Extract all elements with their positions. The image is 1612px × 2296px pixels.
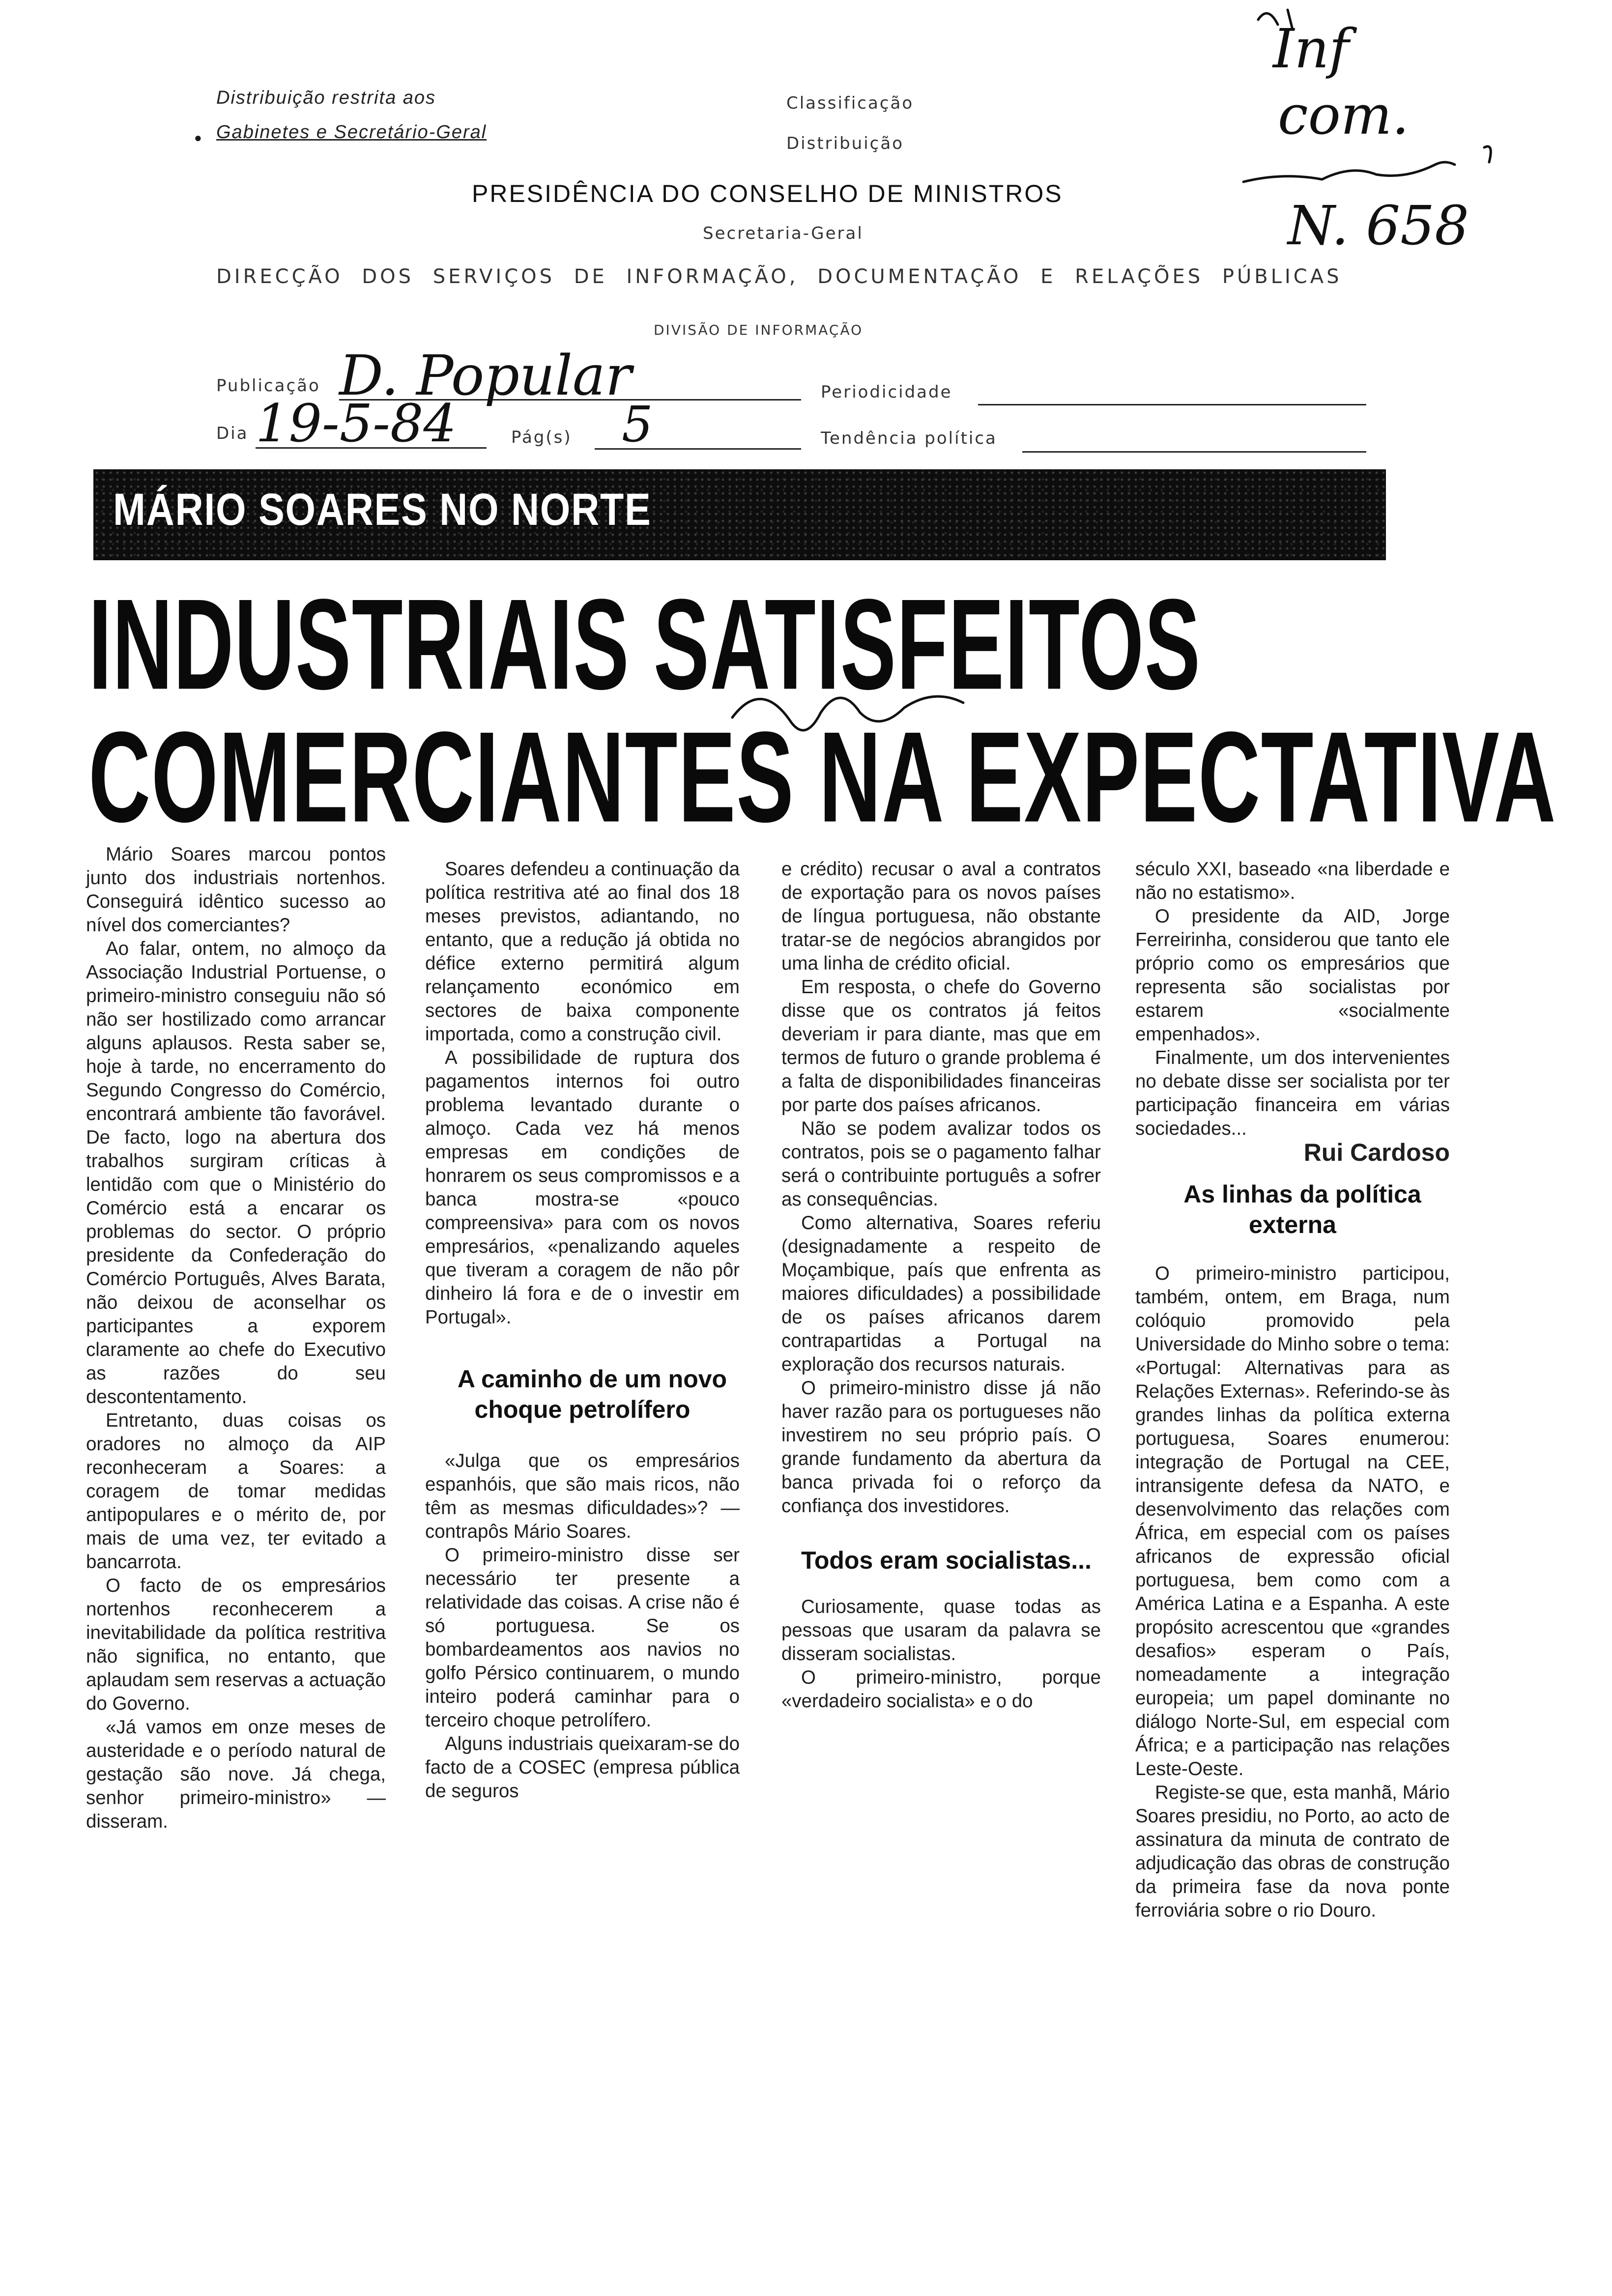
direccao-title: DIRECÇÃO DOS SERVIÇOS DE INFORMAÇÃO, DOCUMENTAÇÃO E RELAÇÕES PÚBLICAS bbox=[216, 265, 1342, 288]
dia-label: Dia bbox=[216, 424, 249, 443]
subhead-socialistas: Todos eram socialistas... bbox=[801, 1547, 1092, 1574]
col2-para-5: Alguns industriais queixaram-se do facto de a COSEC (empresa pública de seguros bbox=[425, 1733, 740, 1802]
col3-para-2: Em resposta, o chefe do Governo disse que os contratos já feitos deveriam ir para diante, mas que em termos de futuro o grande problema é a falta de disponibilidades financeiras por parte dos países africanos. bbox=[781, 976, 1101, 1116]
presidencia-title: PRESIDÊNCIA DO CONSELHO DE MINISTROS bbox=[472, 180, 1063, 207]
byline: Rui Cardoso bbox=[1303, 1139, 1450, 1166]
col1-para-5: «Já vamos em onze meses de austeridade e o período natural de gestação são nove. Já chega, senhor primeiro-ministro» — disseram. bbox=[86, 1717, 386, 1832]
col2-para-1: Soares defendeu a continuação da política restritiva até ao final dos 18 meses previstos, adiantando, no entanto, que a redução já obtida no défice externo permitirá algum relançamento económico em sectores de baixa componente importada, como a construção civil. bbox=[425, 859, 740, 1045]
handwritten-inf: Inf bbox=[1273, 17, 1350, 80]
periodicidade-label: Periodicidade bbox=[821, 382, 952, 402]
col3-para-1: e crédito) recusar o aval a contratos de exportação para os novos países de língua portuguesa, não obstante tratar-se de negócios abrangidos por uma linha de crédito oficial. bbox=[781, 859, 1101, 974]
publicacao-value: D. Popular bbox=[339, 344, 632, 408]
col4-para-5: Registe-se que, esta manhã, Mário Soares presidiu, no Porto, ao acto de assinatura da minuta de contrato de adjudicação das obras de construção da primeira fase da nova ponte ferroviária sobre o rio Douro. bbox=[1135, 1782, 1450, 1921]
kicker-text: MÁRIO SOARES NO NORTE bbox=[113, 485, 652, 535]
headline-line2: COMERCIANTES NA EXPECTATIVA bbox=[88, 705, 1556, 849]
bullet-mark: ● bbox=[194, 130, 202, 145]
dia-value: 19-5-84 bbox=[256, 393, 457, 454]
divisao-label: DIVISÃO DE INFORMAÇÃO bbox=[654, 322, 864, 338]
col1-para-2: Ao falar, ontem, no almoço da Associação Industrial Portuense, o primeiro-ministro conseguiu não só não ser hostilizado como arrancar alguns aplausos. Resta saber se, hoje à tarde, no encerramento do Segundo Congresso do Comércio, encontrará ambiente tão favorável. De facto, logo na abertura dos trabalhos surgiram críticas à lentidão com que o Ministério do Comércio está a encarar os problemas do sector. O próprio presidente da Confederação do Comércio Português, Alves Barata, não deixou de aconselhar os participantes a exporem claramente ao chefe do Executivo as razões do seu descontentamento. bbox=[86, 938, 386, 1407]
column-3 bbox=[781, 858, 1101, 1713]
tendencia-line bbox=[1022, 451, 1366, 453]
col3-para-5: O primeiro-ministro disse já não haver razão para os portugueses não investirem no seu próprio país. O grande fundamento da abertura da banca privada foi o reforço da confiança dos investidores. bbox=[781, 1378, 1101, 1517]
pags-label: Pág(s) bbox=[511, 428, 572, 447]
col2-para-2: A possibilidade de ruptura dos pagamentos internos foi outro problema levantado durante o almoço. Cada vez há menos empresas em condições de honrarem os seus compromissos e a banca mostra-se «pouco compreensiva» para com os novos empresários, «penalizando aqueles que tiveram a coragem de não pôr dinheiro lá fora e de o investir em Portugal». bbox=[425, 1047, 740, 1328]
subhead-politica-externa: As linhas da política externa bbox=[1183, 1180, 1421, 1238]
column-2 bbox=[425, 858, 740, 1803]
periodicidade-line bbox=[978, 404, 1366, 405]
classificacao-label: Classificação bbox=[786, 93, 914, 113]
pags-value: 5 bbox=[622, 396, 653, 453]
col3-para-7: O primeiro-ministro, porque «verdadeiro socialista» e o do bbox=[781, 1667, 1101, 1712]
tendencia-label: Tendência política bbox=[821, 429, 997, 448]
col1-para-1: Mário Soares marcou pontos junto dos industriais nortenhos. Conseguirá idêntico sucesso ao nível dos comerciantes? bbox=[86, 844, 386, 936]
subhead-choque-petrolifero: A caminho de um novo choque petrolífero bbox=[457, 1365, 727, 1423]
col1-para-4: O facto de os empresários nortenhos reconhecerem a inevitabilidade da política restritiva não significa, no entanto, que aplaudam sem reservas a actuação do Governo. bbox=[86, 1575, 386, 1714]
col4-para-3: Finalmente, um dos intervenientes no debate disse ser socialista por ter participação financeira em várias sociedades... bbox=[1135, 1047, 1450, 1139]
secretaria-label: Secretaria-Geral bbox=[703, 224, 864, 243]
column-1 bbox=[86, 843, 386, 1834]
col4-para-4: O primeiro-ministro participou, também, ontem, em Braga, num colóquio promovido pela Universidade do Minho sobre o tema: «Portugal: Alternativas para as Relações Externas». Referindo-se às grandes linhas da política externa portuguesa, Soares enumerou: integração de Portugal na CEE, intransigente defesa da NATO, e desenvolvimento das relações com África, em especial com os países africanos de expressão oficial portuguesa, bem como com a América Latina e a Espanha. A este propósito acrescentou que «grandes desafios» esperam o País, nomeadamente a integração europeia; um papel dominante no diálogo Norte-Sul, em especial com África; e a participação nas relações Leste-Oeste. bbox=[1135, 1263, 1450, 1779]
headline-scribble bbox=[727, 673, 1101, 752]
col3-para-3: Não se podem avalizar todos os contratos, pois se o pagamento falhar será o contribuinte português a sofrer as consequências. bbox=[781, 1118, 1101, 1210]
col2-para-4: O primeiro-ministro disse ser necessário ter presente a relatividade das coisas. A crise não é só portuguesa. Se os bombardeamentos aos navios no golfo Pérsico continuarem, o mundo inteiro poderá caminhar para o terceiro choque petrolífero. bbox=[425, 1545, 740, 1731]
handwritten-com: com. bbox=[1278, 84, 1410, 146]
col4-para-2: O presidente da AID, Jorge Ferreirinha, considerou que tanto ele próprio como os empresários que representa são socialistas por estarem «socialmente empenhados». bbox=[1135, 906, 1450, 1045]
col4-para-1: século XXI, baseado «na liberdade e não no estatismo». bbox=[1135, 859, 1450, 903]
column-4 bbox=[1135, 858, 1450, 1923]
distribution-note-line1: Distribuição restrita aos bbox=[216, 87, 436, 108]
col2-para-3: «Julga que os empresários espanhóis, que são mais ricos, não têm as mesmas dificuldades»? — contrapôs Mário Soares. bbox=[425, 1450, 740, 1542]
headline-line1: INDUSTRIAIS SATISFEITOS bbox=[88, 572, 1201, 717]
col1-para-3: Entretanto, duas coisas os oradores no almoço da AIP reconheceram a Soares: a coragem de tomar medidas antipopulares e o mérito de, por mais de uma vez, ter evitado a bancarrota. bbox=[86, 1410, 386, 1573]
col3-para-6: Curiosamente, quase todas as pessoas que usaram da palavra se disseram socialistas. bbox=[781, 1596, 1101, 1665]
distribution-note-line2: Gabinetes e Secretário-Geral bbox=[216, 122, 487, 143]
distribuicao-label: Distribuição bbox=[786, 134, 904, 153]
col3-para-4: Como alternativa, Soares referiu (designadamente a respeito de Moçambique, país que enfrenta as maiores dificuldades) a possibilidade de os países africanos darem contrapartidas a Portugal na exploração dos recursos naturais. bbox=[781, 1212, 1101, 1375]
handwritten-number: N. 658 bbox=[1288, 194, 1469, 257]
publicacao-label: Publicação bbox=[216, 376, 320, 396]
